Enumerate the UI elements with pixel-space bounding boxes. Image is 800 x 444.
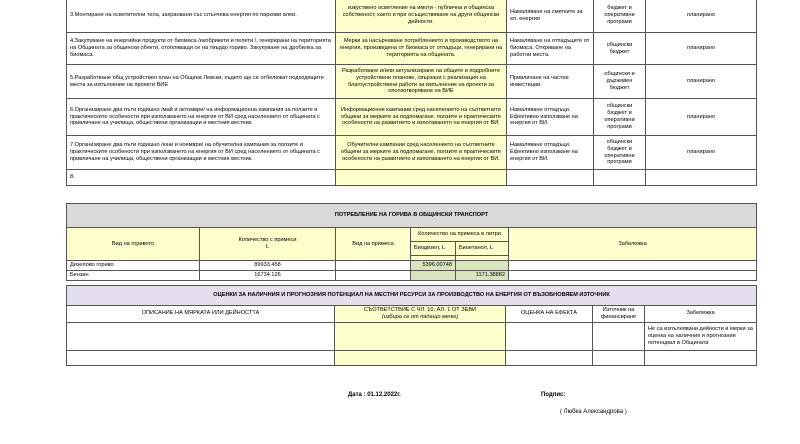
measure-status: планирано <box>646 65 757 99</box>
measure-goal <box>336 170 507 186</box>
assessment-note: Не са изпълнявани дейности и мерки за оценка на наличния и прогнозния потенциал в Общината <box>645 322 757 350</box>
fuel-biodiesel: 5396.00748 <box>411 261 456 271</box>
measure-status: планирано <box>646 136 757 170</box>
col-bioethanol: Биоетанол, L <box>456 242 509 256</box>
measure-source <box>594 170 646 186</box>
col-description: ОПИСАНИЕ НА МЯРКАТА ИЛИ ДЕЙНОСТТА <box>67 306 335 323</box>
measure-text: 8. <box>67 170 336 186</box>
col-quantity: Количество с примеси L <box>200 228 336 261</box>
measure-effect: Намаляване на отпадъците от биомаса. Откриване на работни места. <box>507 33 594 65</box>
table-row <box>67 322 757 350</box>
col-effect: ОЦЕНКА НА ЕФЕКТА <box>506 306 593 323</box>
measure-goal: Разработване и/или актуализиране на общите и подробните устройствени планове, свързани с реализация на благоустройствени работи за изпълнение на проекти за оползотворяване на ВИЕ <box>336 65 507 99</box>
table-row <box>67 170 757 186</box>
col-fuel-type: Вид на горивото <box>67 228 200 261</box>
measure-text: 7.Организиране два пъти годишно /юни и ноември/ на обучителна кампания за ползите и практическите особености при използването на енергия от ВИ сред населението от общината с привличане на училища, обществени организации и местния вестник. <box>67 136 336 170</box>
measure-status <box>646 170 757 186</box>
transport-title: ПОТРЕБЛЕНИЕ НА ГОРИВА В ОБЩИНСКИ ТРАНСПОРТ <box>67 204 757 228</box>
measure-effect: Намаляване отпадъци. Ефективно използване на енергия от ВИ. <box>507 99 594 136</box>
table-row <box>67 350 757 365</box>
signer-name: ( Любка Александрова ) <box>560 409 627 415</box>
measure-effect: Намаляване отпадъци. Ефективно използване на енергия от ВИ. <box>507 136 594 170</box>
measure-status: планирано <box>646 99 757 136</box>
measures-table <box>66 0 757 186</box>
fuel-bioethanol <box>456 261 509 271</box>
measure-effect: Привличане на частни инвестиции. <box>507 65 594 99</box>
fuel-bioethanol: 1171.38882 <box>456 270 509 280</box>
table-row <box>67 65 757 99</box>
measure-goal: изкуствено осветление на имоти - публична и общинска собственост, както и при осъществяване на други общински дейности. <box>336 0 507 33</box>
table-row <box>67 136 757 170</box>
measure-text: 6.Организиране два пъти годишно /май и октомври/ на информационна кампания за ползите и практическите особености при използването на енергия от ВИ сред населението от общината с привличане на училища, обществени организации и местния вестник. <box>67 99 336 136</box>
footer-date: Дата : 01.12.2022г. <box>348 392 401 398</box>
col-funding: Източник на финансиране <box>593 306 645 323</box>
col-assessment-notes: Забележка <box>645 306 757 323</box>
measure-status: планирано <box>646 0 757 33</box>
measure-source: общински бюджет <box>594 33 646 65</box>
measure-source: общински бюджет и оперативни програми <box>594 99 646 136</box>
fuel-additive <box>336 261 411 271</box>
table-row <box>67 99 757 136</box>
fuel-qty: 89933.458 <box>200 261 336 271</box>
fuel-notes <box>509 270 757 280</box>
fuel-name: Дизелово гориво <box>67 261 200 271</box>
col-notes: Забележка <box>509 228 757 261</box>
table-row <box>67 261 757 271</box>
col-additive-qty: Количество на примеса в литри <box>411 228 509 242</box>
measure-effect: Намаляване на сметките за ел. енергия <box>507 0 594 33</box>
assessment-table <box>66 285 757 366</box>
measure-status: планирано <box>646 33 757 65</box>
assessment-title: ОЦЕНКИ ЗА НАЛИЧНИЯ И ПРОГНОЗНИЯ ПОТЕНЦИАЛ НА МЕСТНИ РЕСУРСИ ЗА ПРОИЗВОДСТВО НА ЕНЕРГИЯ ОТ ВЪЗОБНОВЯЕМ ИЗТОЧНИК <box>67 286 757 306</box>
measure-goal: Информационни кампании сред населението на съответните общини за мерките за подпомагане, ползите и практическите особености на развитието и използването на енергия от ВИ. <box>336 99 507 136</box>
measure-source: общински и държавен бюджет <box>594 65 646 99</box>
table-row <box>67 33 757 65</box>
col-biodiesel: Биодизел, L <box>411 242 456 256</box>
measure-effect <box>507 170 594 186</box>
measure-goal: Мерки за насърчаване потреблението и производството на енергия, произведена от биомаса от отпадъци, генерирани на територията на общината. <box>336 33 507 65</box>
measure-source: бюджет и оперативни програми <box>594 0 646 33</box>
table-row <box>67 270 757 280</box>
fuel-biodiesel <box>411 270 456 280</box>
signature-label: Подпис: <box>541 392 566 398</box>
measure-text: 5.Разработване общ устройствен план на Община Левски, където ще се отбележат подходящите места за изпълнение на проекти ВИЕ <box>67 65 336 99</box>
measure-goal: Обучителни кампании сред населението на съответните общини за мерките за подпомагане, ползите и практическите особености на развитието и използването на енергия от ВИ. <box>336 136 507 170</box>
col-compliance: СЪОТВЕТСТВИЕ С ЧЛ. 10, АЛ. 1 ОТ ЗЕВИ (избира се от падащо меню) <box>335 306 506 323</box>
measure-source: общински бюджет и оперативни програми <box>594 136 646 170</box>
fuel-name: Бензин <box>67 270 200 280</box>
fuel-notes <box>509 261 757 271</box>
fuel-additive <box>336 270 411 280</box>
fuel-qty: 16734.126 <box>200 270 336 280</box>
measure-text: 3.Монтиране на осветителни тела, захранвани със слънчева енергия по паркови алеи. <box>67 0 336 33</box>
table-row <box>67 0 757 33</box>
transport-table <box>66 203 757 281</box>
measure-text: 4.Закупуване на енергийни продукти от биомаса /екобрикети и пелети /, генерирани на територията на Общината за общински обекти, отопляващи се на твърдо гориво. Закупуване на дробилка за биомаса. <box>67 33 336 65</box>
col-additive-type: Вид на примеса <box>336 228 411 261</box>
